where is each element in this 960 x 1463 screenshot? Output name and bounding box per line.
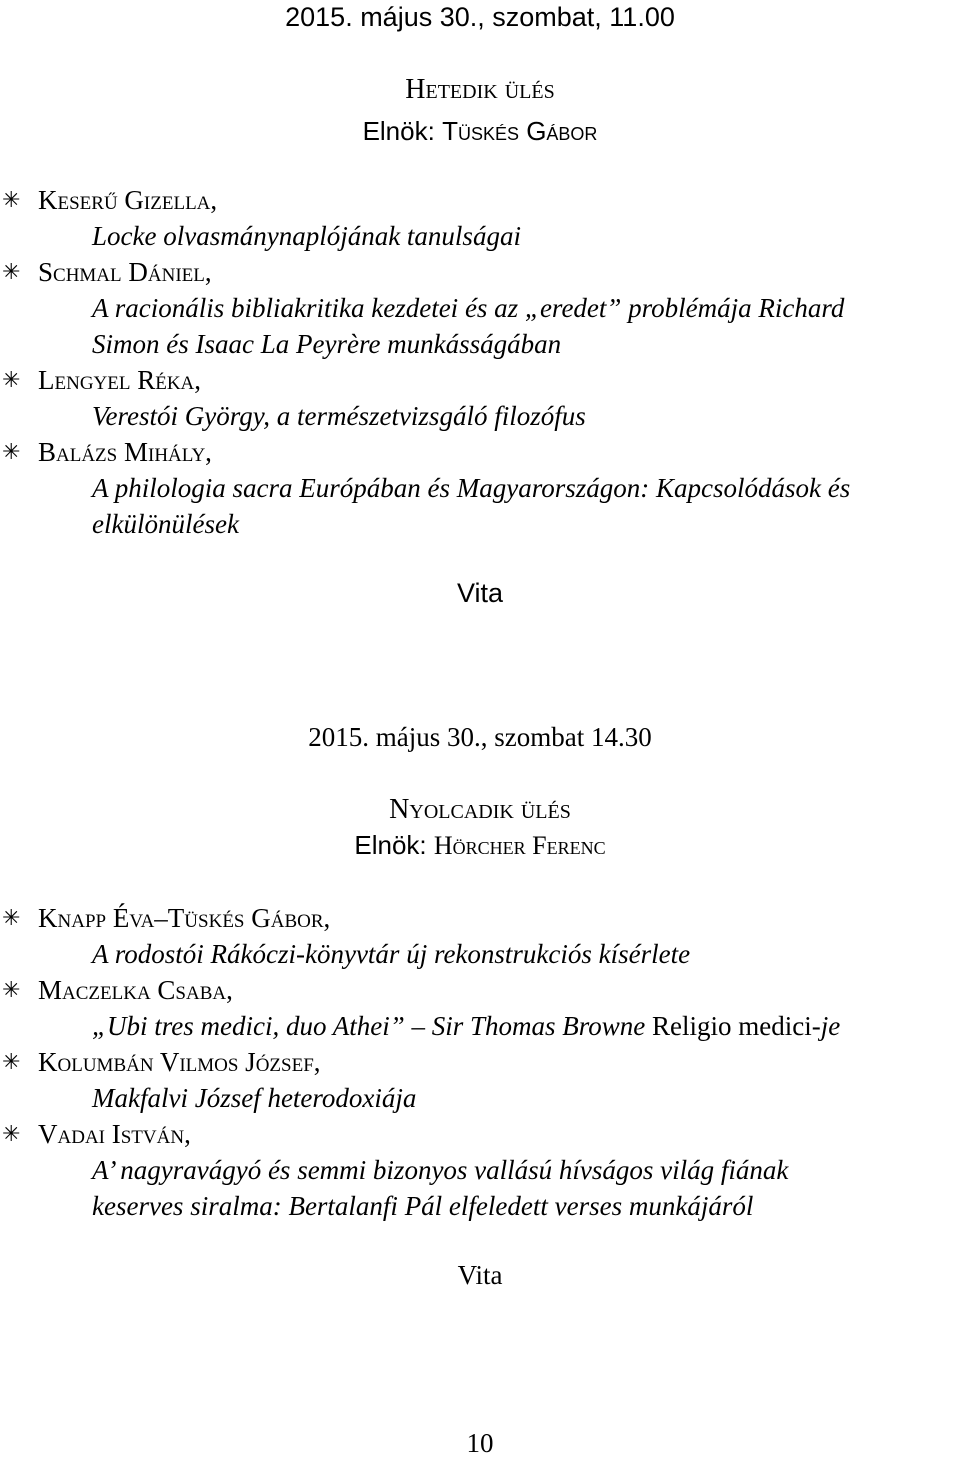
- paper-title: Verestói György, a természetvizsgáló filozófus: [92, 401, 586, 431]
- session2-chair-label: Elnök:: [354, 830, 434, 860]
- paper-title: A rodostói Rákóczi-könyvtár új rekonstrukciós kísérlete: [92, 939, 691, 969]
- author-name: Lengyel Réka,: [38, 365, 202, 395]
- paper-title-line2: elkülönülések: [92, 509, 239, 539]
- author-name: Balázs Mihály,: [38, 437, 212, 467]
- session2-date: 2015. május 30., szombat 14.30: [308, 722, 652, 752]
- session1-title: Hetedik ülés: [405, 74, 555, 105]
- paper-title-line1: A’ nagyravágyó és semmi bizonyos vallású hívságos világ fiának: [92, 1155, 789, 1185]
- bullet-icon: ✳: [2, 187, 21, 212]
- paper-title-line2: keserves siralma: Bertalanfi Pál elfeledett verses munkájáról: [92, 1191, 754, 1221]
- session2-title: Nyolcadik ülés: [389, 794, 571, 825]
- paper-title: Locke olvasmánynaplójának tanulságai: [92, 221, 521, 251]
- session1-chair-label: Elnök:: [362, 116, 443, 146]
- author-name: Kolumbán Vilmos József,: [38, 1047, 321, 1077]
- session1-date: 2015. május 30., szombat, 11.00: [285, 2, 675, 32]
- bullet-icon: ✳: [2, 1049, 21, 1074]
- bullet-icon: ✳: [2, 259, 21, 284]
- bullet-icon: ✳: [2, 905, 21, 930]
- paper-title: Makfalvi József heterodoxiája: [92, 1083, 417, 1113]
- page-number: 10: [466, 1428, 494, 1458]
- paper-title-line2: Simon és Isaac La Peyrère munkásságában: [92, 329, 562, 359]
- session2-discussion: Vita: [457, 1260, 503, 1290]
- paper-title-line1: A racionális bibliakritika kezdetei és az „eredet” problémája Richard: [92, 293, 845, 323]
- session1-chair-name: Tüskés Gábor: [442, 116, 598, 146]
- paper-title-part1: „Ubi tres medici, duo Athei” – Sir Thomas Browne: [92, 1011, 653, 1041]
- author-name: Keserű Gizella,: [38, 185, 218, 215]
- bullet-icon: ✳: [2, 367, 21, 392]
- session1-chair: [0, 116, 960, 147]
- bullet-icon: ✳: [2, 1121, 21, 1146]
- author-name: Maczelka Csaba,: [38, 975, 233, 1005]
- paper-title-line1: A philologia sacra Európában és Magyarországon: Kapcsolódások és: [92, 473, 851, 503]
- paper-title-part3: -je: [811, 1011, 841, 1041]
- session2-chair: [0, 830, 960, 861]
- paper-title: [92, 1008, 840, 1044]
- author-name: Vadai István,: [38, 1119, 191, 1149]
- bullet-icon: ✳: [2, 439, 21, 464]
- paper-title-work: Religio medici: [652, 1011, 812, 1041]
- session2-chair-name: Hörcher Ferenc: [433, 831, 606, 860]
- author-name: Knapp Éva–Tüskés Gábor,: [38, 903, 331, 933]
- bullet-icon: ✳: [2, 977, 21, 1002]
- author-name: Schmal Dániel,: [38, 257, 212, 287]
- session1-discussion: Vita: [456, 578, 504, 608]
